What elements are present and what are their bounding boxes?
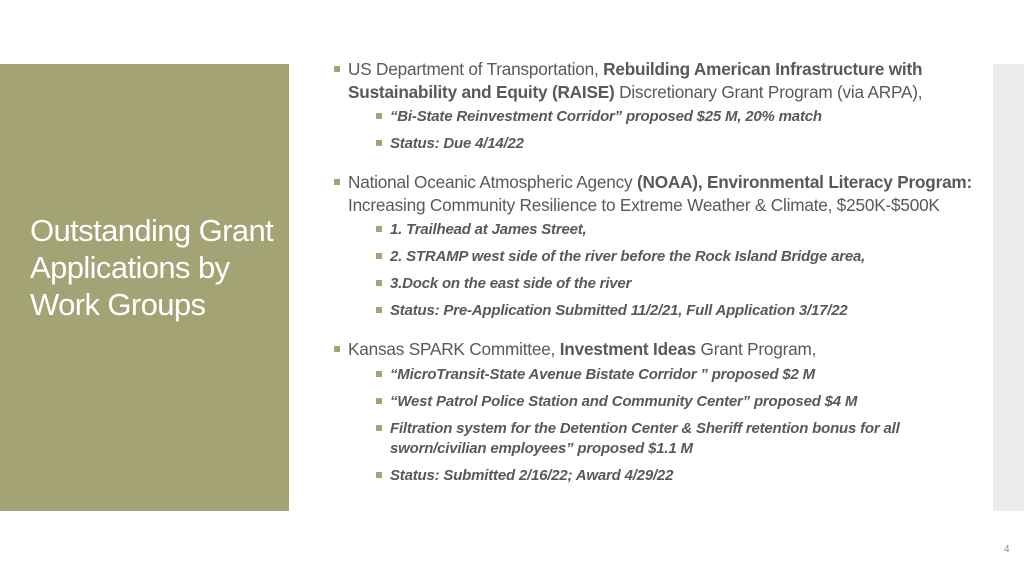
sub-bullet-item [376,107,994,127]
sub-bullet-item [376,419,994,459]
square-bullet-icon [376,253,382,259]
square-bullet-icon [376,472,382,478]
right-accent-bar [993,64,1024,511]
content-area [334,58,994,503]
sub-item-text: Status: Submitted 2/16/22; Award 4/29/22 [390,466,674,484]
square-bullet-icon [334,66,340,72]
square-bullet-icon [376,113,382,119]
item-bold-text: Investment Ideas [559,339,696,359]
bullet-item [334,171,994,216]
grant-item [334,171,994,321]
sub-bullet-item [376,301,994,321]
bullet-item [334,58,994,103]
grant-item [334,338,994,486]
item-text: Grant Program, [695,339,817,359]
square-bullet-icon [334,179,340,185]
item-text: National Oceanic Atmospheric Agency [348,172,637,192]
sub-bullet-item [376,134,994,154]
sub-bullet-item [376,247,994,267]
sub-bullet-item [376,274,994,294]
item-bold-text: (NOAA), Environmental Literacy Program: [636,172,973,192]
sub-item-text: “MicroTransit-State Avenue Bistate Corridor ” proposed $2 M [390,365,815,383]
sub-item-text: 3.Dock on the east side of the river [390,275,632,292]
grant-item [334,58,994,154]
sub-item-text: 1. Trailhead at James Street, [390,221,587,238]
square-bullet-icon [376,140,382,146]
item-text: Kansas SPARK Committee, [348,339,560,359]
square-bullet-icon [334,346,340,352]
square-bullet-icon [376,371,382,377]
sub-item-text: “West Patrol Police Station and Community Center” proposed $4 M [390,392,858,410]
page-number: 4 [1004,544,1010,555]
sub-list [376,107,994,154]
square-bullet-icon [376,226,382,232]
sub-list [376,220,994,321]
item-bold-text: Rebuilding American Infrastructure with Sustainability and Equity (RAISE) [348,59,923,102]
square-bullet-icon [376,307,382,313]
square-bullet-icon [376,425,382,431]
sub-bullet-item [376,392,994,412]
sub-item-text: Filtration system for the Detention Center & Sheriff retention bonus for all sworn/civilian employees” proposed $1.1 M [390,419,900,457]
item-text: Increasing Community Resilience to Extreme Weather & Climate, $250K-$500K [348,194,940,215]
sub-item-text: 2. STRAMP west side of the river before the Rock Island Bridge area, [390,248,866,265]
item-text: Discretionary Grant Program (via ARPA), [614,81,923,102]
square-bullet-icon [376,398,382,404]
sub-item-text: Status: Due 4/14/22 [390,135,524,152]
bullet-item [334,338,994,361]
sub-item-text: Status: Pre-Application Submitted 11/2/21, Full Application 3/17/22 [390,302,848,319]
sub-bullet-item [376,466,994,486]
item-text: US Department of Transportation, [348,59,604,79]
sub-bullet-item [376,365,994,385]
sub-list [376,365,994,486]
slide-title: Outstanding Grant Applications by Work Groups [30,213,274,322]
square-bullet-icon [376,280,382,286]
sub-bullet-item [376,220,994,240]
sub-item-text: “Bi-State Reinvestment Corridor” proposed $25 M, 20% match [390,108,822,125]
